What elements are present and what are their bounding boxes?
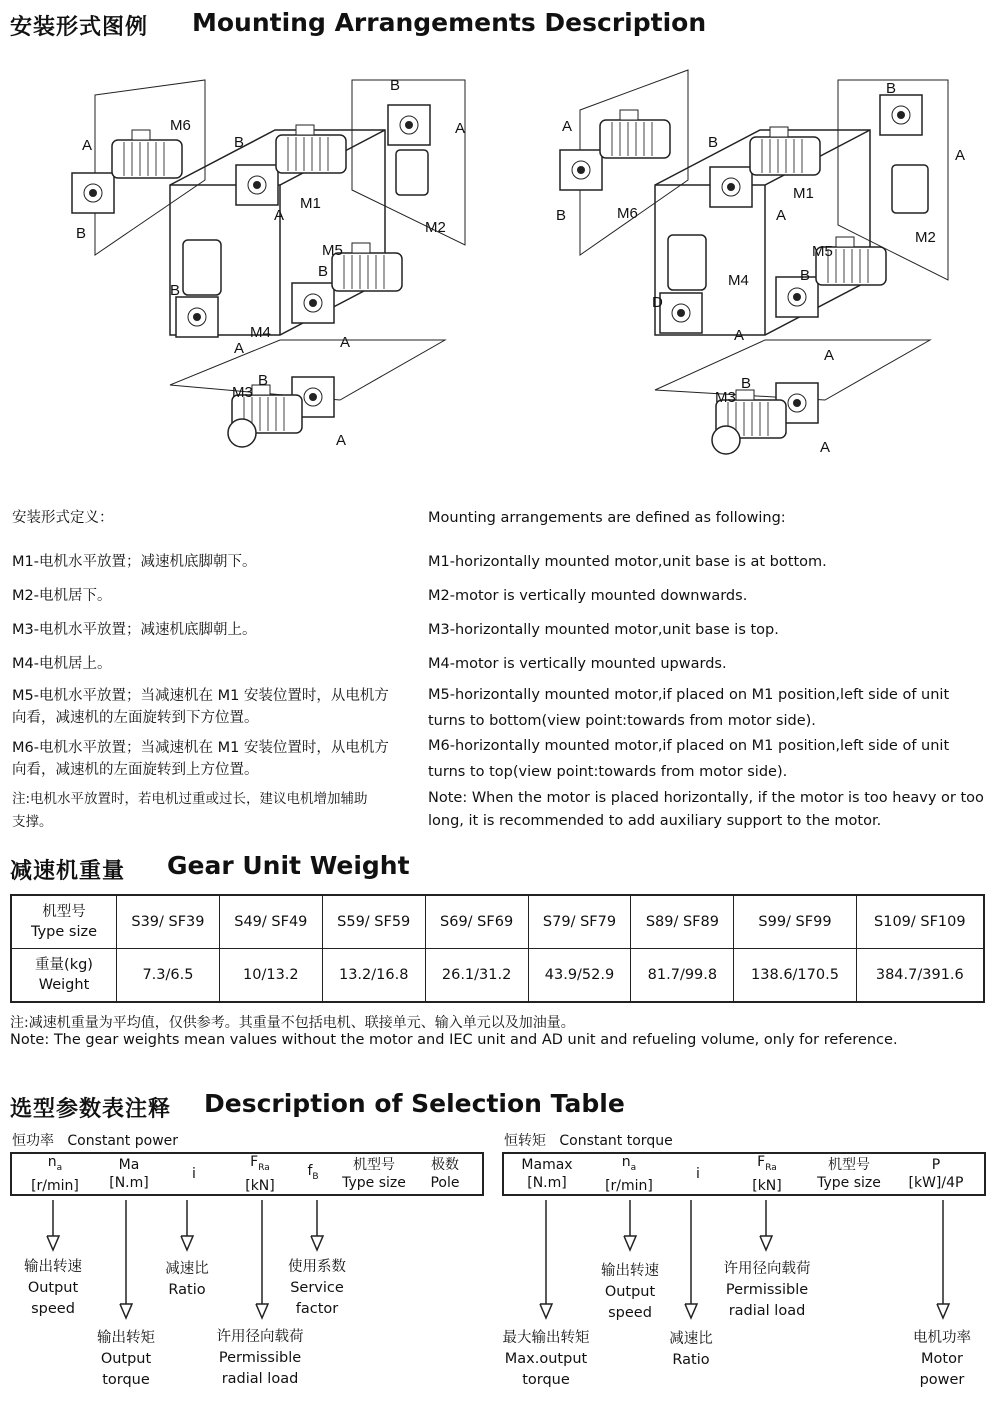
svg-text:A: A <box>562 118 573 135</box>
power-label-ratio <box>152 1259 222 1301</box>
type-cell: S69/ SF69 <box>425 895 528 949</box>
svg-text:A: A <box>820 439 831 456</box>
def-m4-en: M4-motor is vertically mounted upwards. <box>428 656 727 672</box>
type-cell: S39/ SF39 <box>117 895 220 949</box>
type-size-header-cn: 机型号 <box>42 904 86 920</box>
power-heading-en: Constant power <box>67 1133 179 1149</box>
svg-text:A: A <box>336 432 347 449</box>
svg-text:M1: M1 <box>300 195 321 212</box>
torque-label-max-output-torque <box>491 1328 601 1391</box>
label-en-1: Motor <box>921 1351 963 1367</box>
def-m6-en-2: turns to top(view point:towards from motor side). <box>428 764 788 780</box>
svg-text:B: B <box>258 372 269 389</box>
power-label-radial-load <box>205 1327 315 1390</box>
label-en-1: Output <box>604 1284 656 1300</box>
def-m5-cn-2: 向看，减速机的左面旋转到下方位置。 <box>12 710 259 726</box>
power-col-ma-unit: [N.m] <box>109 1175 149 1191</box>
torque-col-p-unit: [kW]/4P <box>908 1175 964 1191</box>
torque-col-mamax-label: Mamax <box>521 1157 573 1173</box>
power-label-service-factor <box>277 1257 357 1320</box>
power-col-fb: $f_B$ <box>307 1163 319 1182</box>
power-col-ma <box>98 1154 160 1194</box>
def-m5-en-1: M5-horizontally mounted motor,if placed on M1 position,left side of unit <box>428 687 950 703</box>
torque-heading-en: Constant torque <box>559 1133 673 1149</box>
selection-title-cn: 选型参数表注释 <box>10 1097 172 1122</box>
svg-text:B: B <box>741 375 752 392</box>
svg-text:M5: M5 <box>812 243 833 260</box>
torque-heading-cn: 恒转矩 <box>504 1133 546 1149</box>
power-label-output-speed <box>13 1257 93 1320</box>
def-m1-cn: M1-电机水平放置；减速机底脚朝下。 <box>12 554 257 570</box>
title-en: Mounting Arrangements Description <box>192 8 707 37</box>
label-en-2: radial load <box>221 1371 299 1387</box>
right-diagram <box>556 70 965 456</box>
type-cell: S109/ SF109 <box>856 895 984 949</box>
svg-text:B: B <box>234 134 245 151</box>
torque-col-type <box>806 1154 892 1194</box>
weight-header <box>11 949 117 1003</box>
weight-table <box>10 894 985 1003</box>
label-cn: 最大输出转矩 <box>502 1330 590 1346</box>
label-cn: 使用系数 <box>288 1259 346 1275</box>
weight-cell: 10/13.2 <box>219 949 322 1003</box>
left-diagram <box>72 77 465 449</box>
power-col-type <box>334 1154 414 1194</box>
note-en-1: Note: When the motor is placed horizontally, if the motor is too heavy or too <box>428 790 984 806</box>
svg-text:A: A <box>455 120 466 137</box>
svg-text:D: D <box>652 294 663 311</box>
power-col-pole-cn: 极数 <box>431 1157 459 1173</box>
svg-text:B: B <box>800 267 811 284</box>
svg-text:M5: M5 <box>322 242 343 259</box>
def-m2-cn: M2-电机居下。 <box>12 588 112 604</box>
svg-text:M1: M1 <box>793 185 814 202</box>
svg-text:B: B <box>76 225 87 242</box>
svg-text:M3: M3 <box>715 389 736 406</box>
power-label-output-torque <box>86 1328 166 1391</box>
svg-text:B: B <box>708 134 719 151</box>
svg-text:A: A <box>955 147 966 164</box>
torque-col-fra-unit: [kN] <box>752 1177 782 1194</box>
table-row <box>11 895 984 949</box>
svg-text:M4: M4 <box>728 272 749 289</box>
definitions-intro-cn: 安装形式定义： <box>12 510 114 526</box>
weight-cell: 26.1/31.2 <box>425 949 528 1003</box>
svg-text:M6: M6 <box>617 205 638 222</box>
label-cn: 许用径向载荷 <box>723 1261 811 1277</box>
def-m3-cn: M3-电机水平放置；减速机底脚朝上。 <box>12 622 257 638</box>
label-en-1: Permissible <box>725 1282 809 1298</box>
weight-note-cn: 注:减速机重量为平均值，仅供参考。其重量不包括电机、联接单元、输入单元以及加油量。 <box>10 1015 575 1031</box>
label-cn: 输出转矩 <box>97 1330 155 1346</box>
note-en-2: long, it is recommended to add auxiliary support to the motor. <box>428 813 882 829</box>
label-en-1: Permissible <box>218 1350 302 1366</box>
weight-cell: 384.7/391.6 <box>856 949 984 1003</box>
weight-note-en: Note: The gear weights mean values without the motor and IEC unit and AD unit and refueling volume, only for reference. <box>10 1032 898 1048</box>
def-m6-cn-1: M6-电机水平放置；当减速机在 M1 安装位置时，从电机方 <box>12 740 389 756</box>
table-row <box>11 949 984 1003</box>
svg-text:M3: M3 <box>232 384 253 401</box>
power-col-ma-label: Ma <box>118 1157 140 1173</box>
svg-text:A: A <box>274 207 285 224</box>
def-m6-en-1: M6-horizontally mounted motor,if placed on M1 position,left side of unit <box>428 738 950 754</box>
def-m3-en: M3-horizontally mounted motor,unit base is top. <box>428 622 779 638</box>
def-m5-en-2: turns to bottom(view point:towards from motor side). <box>428 713 816 729</box>
mounting-diagrams <box>0 55 1000 475</box>
label-en-2: radial load <box>728 1303 806 1319</box>
power-heading-cn: 恒功率 <box>12 1133 54 1149</box>
power-col-pole-en: Pole <box>430 1175 460 1191</box>
weight-cell: 81.7/99.8 <box>631 949 734 1003</box>
power-col-fra-unit: [kN] <box>245 1177 275 1194</box>
label-en-2: speed <box>608 1305 652 1321</box>
type-cell: S49/ SF49 <box>219 895 322 949</box>
torque-col-mamax <box>504 1154 590 1194</box>
power-col-na-unit: [r/min] <box>31 1177 79 1194</box>
weight-cell: 138.6/170.5 <box>734 949 856 1003</box>
svg-text:A: A <box>340 334 351 351</box>
svg-text:M6: M6 <box>170 117 191 134</box>
note-cn-2: 支撑。 <box>12 814 53 830</box>
label-cn: 许用径向载荷 <box>216 1329 304 1345</box>
label-cn: 输出转速 <box>601 1263 659 1279</box>
svg-text:B: B <box>886 80 897 97</box>
label-cn: 电机功率 <box>913 1330 971 1346</box>
note-cn-1: 注:电机水平放置时，若电机过重或过长，建议电机增加辅助 <box>12 791 368 807</box>
svg-text:B: B <box>556 207 567 224</box>
torque-col-i <box>668 1154 728 1194</box>
weight-title-en: Gear Unit Weight <box>167 851 410 880</box>
definitions-intro-en: Mounting arrangements are defined as following: <box>428 510 786 526</box>
weight-header-cn: 重量(kg) <box>35 957 93 973</box>
label-en-2: torque <box>102 1372 150 1388</box>
power-col-type-cn: 机型号 <box>353 1157 395 1173</box>
svg-text:A: A <box>824 347 835 364</box>
label-cn: 输出转速 <box>24 1259 82 1275</box>
label-cn: 减速比 <box>165 1261 209 1277</box>
label-en-2: speed <box>31 1301 75 1317</box>
torque-label-motor-power <box>902 1328 982 1391</box>
label-en-1: Ratio <box>672 1352 710 1368</box>
power-col-i-label: i <box>192 1166 196 1182</box>
label-en-1: Ratio <box>168 1282 206 1298</box>
torque-col-p-label: P <box>931 1157 941 1173</box>
torque-col-type-en: Type size <box>817 1175 881 1191</box>
torque-label-ratio <box>656 1329 726 1371</box>
def-m6-cn-2: 向看，减速机的左面旋转到上方位置。 <box>12 762 259 778</box>
svg-text:A: A <box>734 327 745 344</box>
def-m5-cn-1: M5-电机水平放置；当减速机在 M1 安装位置时，从电机方 <box>12 688 389 704</box>
type-cell: S89/ SF89 <box>631 895 734 949</box>
type-size-header-en: Type size <box>30 924 98 940</box>
svg-text:M4: M4 <box>250 324 271 341</box>
def-m4-cn: M4-电机居上。 <box>12 656 112 672</box>
weight-cell: 13.2/16.8 <box>322 949 425 1003</box>
torque-col-i-label: i <box>696 1166 700 1182</box>
label-en-2: power <box>919 1372 965 1388</box>
torque-col-mamax-unit: [N.m] <box>527 1175 567 1191</box>
power-col-pole <box>414 1154 476 1194</box>
type-cell: S79/ SF79 <box>528 895 631 949</box>
torque-heading <box>504 1130 673 1150</box>
torque-col-na: $n_a$ [r/min] <box>605 1154 653 1194</box>
power-col-na: $n_a$ [r/min] <box>31 1154 79 1194</box>
torque-label-radial-load <box>712 1259 822 1322</box>
power-header-box <box>10 1152 484 1196</box>
weight-header-en: Weight <box>38 977 90 993</box>
svg-text:M2: M2 <box>425 219 446 236</box>
type-cell: S99/ SF99 <box>734 895 856 949</box>
svg-text:A: A <box>776 207 787 224</box>
torque-col-type-cn: 机型号 <box>828 1157 870 1173</box>
svg-text:B: B <box>170 282 181 299</box>
torque-col-na-unit: [r/min] <box>605 1177 653 1194</box>
label-en-1: Output <box>27 1280 79 1296</box>
svg-text:M2: M2 <box>915 229 936 246</box>
label-en-2: torque <box>522 1372 570 1388</box>
svg-text:B: B <box>390 77 401 94</box>
title-cn: 安装形式图例 <box>10 15 149 40</box>
svg-text:A: A <box>82 137 93 154</box>
power-col-i <box>160 1154 228 1194</box>
label-en-1: Service <box>290 1280 344 1296</box>
def-m1-en: M1-horizontally mounted motor,unit base is at bottom. <box>428 554 827 570</box>
torque-label-output-speed <box>590 1261 670 1324</box>
torque-col-p <box>892 1154 980 1194</box>
weight-cell: 43.9/52.9 <box>528 949 631 1003</box>
power-heading <box>12 1130 178 1150</box>
label-en-2: factor <box>295 1301 339 1317</box>
power-col-fra: $F_{Ra}$ [kN] <box>245 1154 275 1194</box>
svg-text:B: B <box>318 263 329 280</box>
svg-text:A: A <box>234 340 245 357</box>
label-en-1: Output <box>100 1351 152 1367</box>
weight-title-cn: 减速机重量 <box>10 859 126 884</box>
def-m2-en: M2-motor is vertically mounted downwards. <box>428 588 748 604</box>
type-cell: S59/ SF59 <box>322 895 425 949</box>
type-size-header <box>11 895 117 949</box>
label-cn: 减速比 <box>669 1331 713 1347</box>
torque-col-fra: $F_{Ra}$ [kN] <box>752 1154 782 1194</box>
torque-header-box <box>502 1152 986 1196</box>
label-en-1: Max.output <box>504 1351 588 1367</box>
power-col-type-en: Type size <box>342 1175 406 1191</box>
weight-cell: 7.3/6.5 <box>117 949 220 1003</box>
selection-title-en: Description of Selection Table <box>204 1089 625 1118</box>
